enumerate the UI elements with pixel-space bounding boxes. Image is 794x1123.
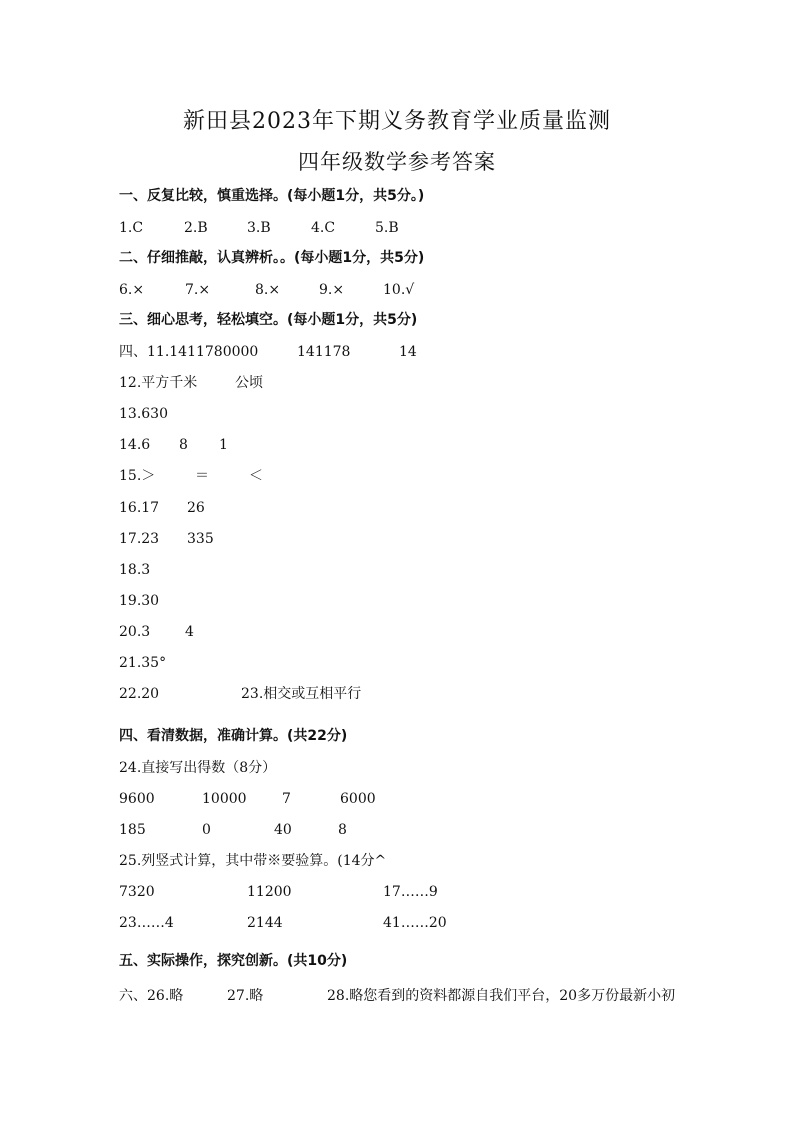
q24-answer: 6000 bbox=[340, 791, 376, 807]
answer-27: 27.略 bbox=[227, 988, 264, 1004]
section-4-header: 四、看清数据，准确计算。(共22分) bbox=[119, 728, 348, 744]
answer-14a: 14.6 bbox=[119, 437, 151, 453]
q24-answer: 40 bbox=[274, 822, 292, 838]
q25-answer: 11200 bbox=[247, 884, 292, 900]
q25-answer: 23……4 bbox=[119, 915, 174, 931]
q24-answer: 185 bbox=[119, 822, 146, 838]
answer-5: 5.B bbox=[375, 220, 399, 236]
answer-8: 8.× bbox=[255, 282, 281, 298]
q24-answer: 9600 bbox=[119, 791, 155, 807]
q24-answer: 0 bbox=[202, 822, 211, 838]
answer-12a: 12.平方千米 bbox=[119, 375, 198, 391]
answer-16b: 26 bbox=[187, 500, 205, 516]
answer-13: 13.630 bbox=[119, 406, 168, 422]
q24-answer: 10000 bbox=[202, 791, 247, 807]
answer-20b: 4 bbox=[185, 624, 194, 640]
answer-15b: ＝ bbox=[195, 468, 209, 484]
answer-1: 1.C bbox=[119, 220, 144, 236]
q25-answer: 17……9 bbox=[383, 884, 438, 900]
answer-14b: 8 bbox=[179, 437, 188, 453]
page-title: 新田县2023年下期义务教育学业质量监测 bbox=[183, 109, 611, 134]
q24-title: 24.直接写出得数（8分） bbox=[119, 760, 277, 776]
answer-17a: 17.23 bbox=[119, 531, 160, 547]
answer-15c: ＜ bbox=[249, 468, 263, 484]
q25-title: 25.列竖式计算，其中带※要验算。(14分^ bbox=[119, 853, 387, 869]
answer-14c: 1 bbox=[219, 437, 228, 453]
page-subtitle: 四年级数学参考答案 bbox=[298, 150, 496, 174]
answer-21: 21.35° bbox=[119, 655, 167, 671]
answer-15a: 15.＞ bbox=[119, 468, 156, 484]
answer-26: 六、26.略 bbox=[119, 988, 184, 1004]
q25-answer: 2144 bbox=[247, 915, 283, 931]
answer-11c: 14 bbox=[399, 344, 417, 360]
q24-answer: 8 bbox=[338, 822, 347, 838]
q25-answer: 7320 bbox=[119, 884, 155, 900]
answer-23: 23.相交或互相平行 bbox=[241, 686, 362, 702]
q25-answer: 41……20 bbox=[383, 915, 447, 931]
section-1-header: 一、反复比较，慎重选择。(每小题1分，共5分。) bbox=[119, 188, 425, 204]
section-3-header: 三、细心思考，轻松填空。(每小题1分，共5分) bbox=[119, 312, 418, 328]
answer-11a: 四、11.1411780000 bbox=[119, 344, 259, 360]
section-5-header: 五、实际操作，探究创新。(共10分) bbox=[119, 953, 348, 969]
answer-16a: 16.17 bbox=[119, 500, 160, 516]
q24-answer: 7 bbox=[282, 791, 291, 807]
answer-20a: 20.3 bbox=[119, 624, 151, 640]
answer-11b: 141178 bbox=[297, 344, 351, 360]
answer-28: 28.略您看到的资料都源自我们平台，20多万份最新小初 bbox=[327, 988, 676, 1004]
answer-3: 3.B bbox=[247, 220, 271, 236]
answer-7: 7.× bbox=[185, 282, 211, 298]
answer-6: 6.× bbox=[119, 282, 145, 298]
answer-9: 9.× bbox=[319, 282, 345, 298]
answer-4: 4.C bbox=[311, 220, 336, 236]
answer-22: 22.20 bbox=[119, 686, 160, 702]
answer-17b: 335 bbox=[187, 531, 214, 547]
answer-18: 18.3 bbox=[119, 562, 151, 578]
answer-2: 2.B bbox=[184, 220, 208, 236]
section-2-header: 二、仔细推敲，认真辨析。。(每小题1分，共5分) bbox=[119, 250, 425, 266]
answer-12b: 公顷 bbox=[235, 375, 263, 391]
answer-10: 10.√ bbox=[383, 282, 415, 298]
answer-19: 19.30 bbox=[119, 593, 160, 609]
